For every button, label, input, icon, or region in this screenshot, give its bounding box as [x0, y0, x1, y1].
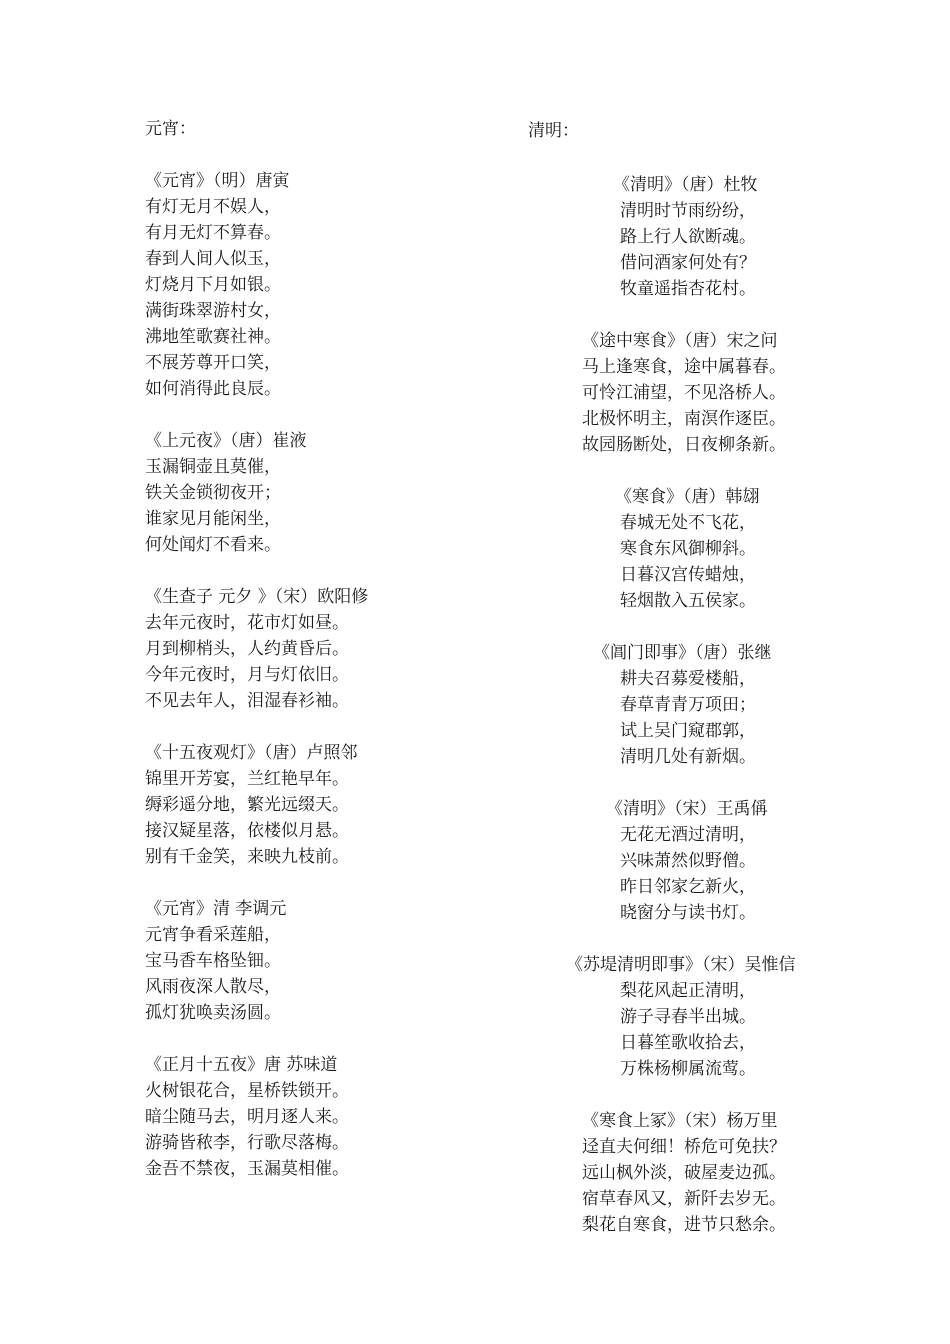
poem-line: 今年元夜时，月与灯依旧。: [145, 665, 349, 685]
poem-block: [528, 484, 858, 614]
poem-line: 万株杨柳属流莺。: [620, 1059, 756, 1079]
poem-line: 寒食东风御柳斜。: [620, 539, 756, 559]
poem-line: 接汉疑星落，依楼似月悬。: [145, 821, 349, 841]
poem-line: 故园肠断处，日夜柳条新。: [582, 435, 786, 455]
poem-line: 宿草春风又，新阡去岁无。: [582, 1189, 786, 1209]
poem-line: 路上行人欲断魂。: [620, 227, 756, 247]
poem-title: 《上元夜》（唐）崔液: [145, 431, 307, 451]
poem-title: 《苏堤清明即事》（宋）吴惟信: [566, 955, 796, 975]
yuanxiao-column: [145, 116, 475, 1208]
poem-line: 日暮汉宫传蜡烛，: [620, 565, 756, 585]
qingming-column: [528, 118, 858, 1264]
poem-line: 锦里开芳宴，兰红艳早年。: [145, 769, 349, 789]
poem-block: [145, 740, 475, 870]
poem-title: 《清明》（宋）王禹偁: [606, 799, 768, 819]
poem-line: 远山枫外淡，破屋麦边孤。: [582, 1163, 786, 1183]
poem-line: 北极怀明主，南溟作逐臣。: [582, 409, 786, 429]
poem-line: 谁家见月能闲坐，: [145, 509, 281, 529]
poem-line: 清明几处有新烟。: [620, 747, 756, 767]
poem-line: 去年元夜时，花市灯如昼。: [145, 613, 349, 633]
poem-line: 如何消得此良辰。: [145, 379, 281, 399]
poem-line: 铁关金锁彻夜开；: [145, 483, 281, 503]
poem-line: 春到人间人似玉，: [145, 249, 281, 269]
poem-block: [528, 1108, 858, 1238]
poem-title: 《清明》（唐）杜牧: [613, 175, 758, 195]
poem-line: 金吾不禁夜，玉漏莫相催。: [145, 1159, 349, 1179]
poem-line: 兴味萧然似野僧。: [620, 851, 756, 871]
poem-title: 《十五夜观灯》（唐）卢照邻: [145, 743, 358, 763]
poem-line: 梨花自寒食，进节只愁余。: [582, 1215, 786, 1235]
poem-block: [145, 168, 475, 402]
poem-block: [145, 584, 475, 714]
poem-line: 有灯无月不娱人，: [145, 197, 281, 217]
poem-line: 有月无灯不算春。: [145, 223, 281, 243]
poem-block: [528, 640, 858, 770]
poem-block: [528, 796, 858, 926]
poem-title: 《元宵》清 李调元: [145, 899, 287, 919]
poem-line: 月到柳梢头，人约黄昏后。: [145, 639, 349, 659]
poem-line: 火树银花合，星桥铁锁开。: [145, 1081, 349, 1101]
poem-line: 风雨夜深人散尽，: [145, 977, 281, 997]
poem-block: [528, 172, 858, 302]
poem-line: 可怜江浦望，不见洛桥人。: [582, 383, 786, 403]
poem-line: 玉漏铜壶且莫催，: [145, 457, 281, 477]
poem-line: 试上吴门窥郡郭，: [620, 721, 756, 741]
poem-line: 梨花风起正清明，: [620, 981, 756, 1001]
poem-title: 《寒食上冢》（宋）杨万里: [582, 1111, 778, 1131]
poem-line: 游骑皆秾李，行歌尽落梅。: [145, 1133, 349, 1153]
poem-line: 春城无处不飞花，: [620, 513, 756, 533]
poem-block: [528, 328, 858, 458]
poem-line: 灯烧月下月如银。: [145, 275, 281, 295]
poem-line: 宝马香车格坠钿。: [145, 951, 281, 971]
poem-line: 无花无酒过清明，: [620, 825, 756, 845]
poem-line: 春草青青万项田；: [620, 695, 756, 715]
poem-title: 《途中寒食》（唐）宋之问: [582, 331, 778, 351]
poem-line: 不见去年人，泪湿春衫袖。: [145, 691, 349, 711]
poem-line: 耕夫召募爱楼船，: [620, 669, 756, 689]
poem-line: 元宵争看采莲船，: [145, 925, 281, 945]
poem-block: [145, 1052, 475, 1182]
poem-block: [145, 896, 475, 1026]
poem-block: [145, 428, 475, 558]
poem-line: 缛彩遥分地，繁光远缀天。: [145, 795, 349, 815]
poem-line: 日暮笙歌收拾去，: [620, 1033, 756, 1053]
poem-line: 马上逢寒食，途中属暮春。: [582, 357, 786, 377]
poem-title: 《生查子 元夕 》（宋）欧阳修: [145, 587, 369, 607]
poem-line: 清明时节雨纷纷，: [620, 201, 756, 221]
poem-line: 不展芳尊开口笑，: [145, 353, 281, 373]
poem-line: 晓窗分与读书灯。: [620, 903, 756, 923]
poem-line: 何处闻灯不看来。: [145, 535, 281, 555]
poem-line: 暗尘随马去，明月逐人来。: [145, 1107, 349, 1127]
poem-line: 轻烟散入五侯家。: [620, 591, 756, 611]
poem-title: 《正月十五夜》唐 苏味道: [145, 1055, 338, 1075]
poem-line: 昨日邻家乞新火，: [620, 877, 756, 897]
poem-title: 《元宵》（明）唐寅: [145, 171, 290, 191]
poem-title: 《寒食》（唐）韩翃: [615, 487, 760, 507]
poem-line: 借问酒家何处有？: [620, 253, 756, 273]
section-heading-yuanxiao: 元宵：: [145, 119, 196, 139]
poem-line: 牧童遥指杏花村。: [620, 279, 756, 299]
poem-line: 沸地笙歌赛社神。: [145, 327, 281, 347]
poem-title: 《阊门即事》（唐）张继: [593, 643, 772, 663]
poem-line: 游子寻春半出城。: [620, 1007, 756, 1027]
section-heading-qingming: 清明：: [528, 121, 579, 141]
poem-line: 满街珠翠游村女，: [145, 301, 281, 321]
poem-line: 孤灯犹唤卖汤圆。: [145, 1003, 281, 1023]
poem-line: 别有千金笑，来映九枝前。: [145, 847, 349, 867]
poem-line: 迳直夫何细！桥危可免扶？: [582, 1137, 786, 1157]
poem-block: [528, 952, 858, 1082]
